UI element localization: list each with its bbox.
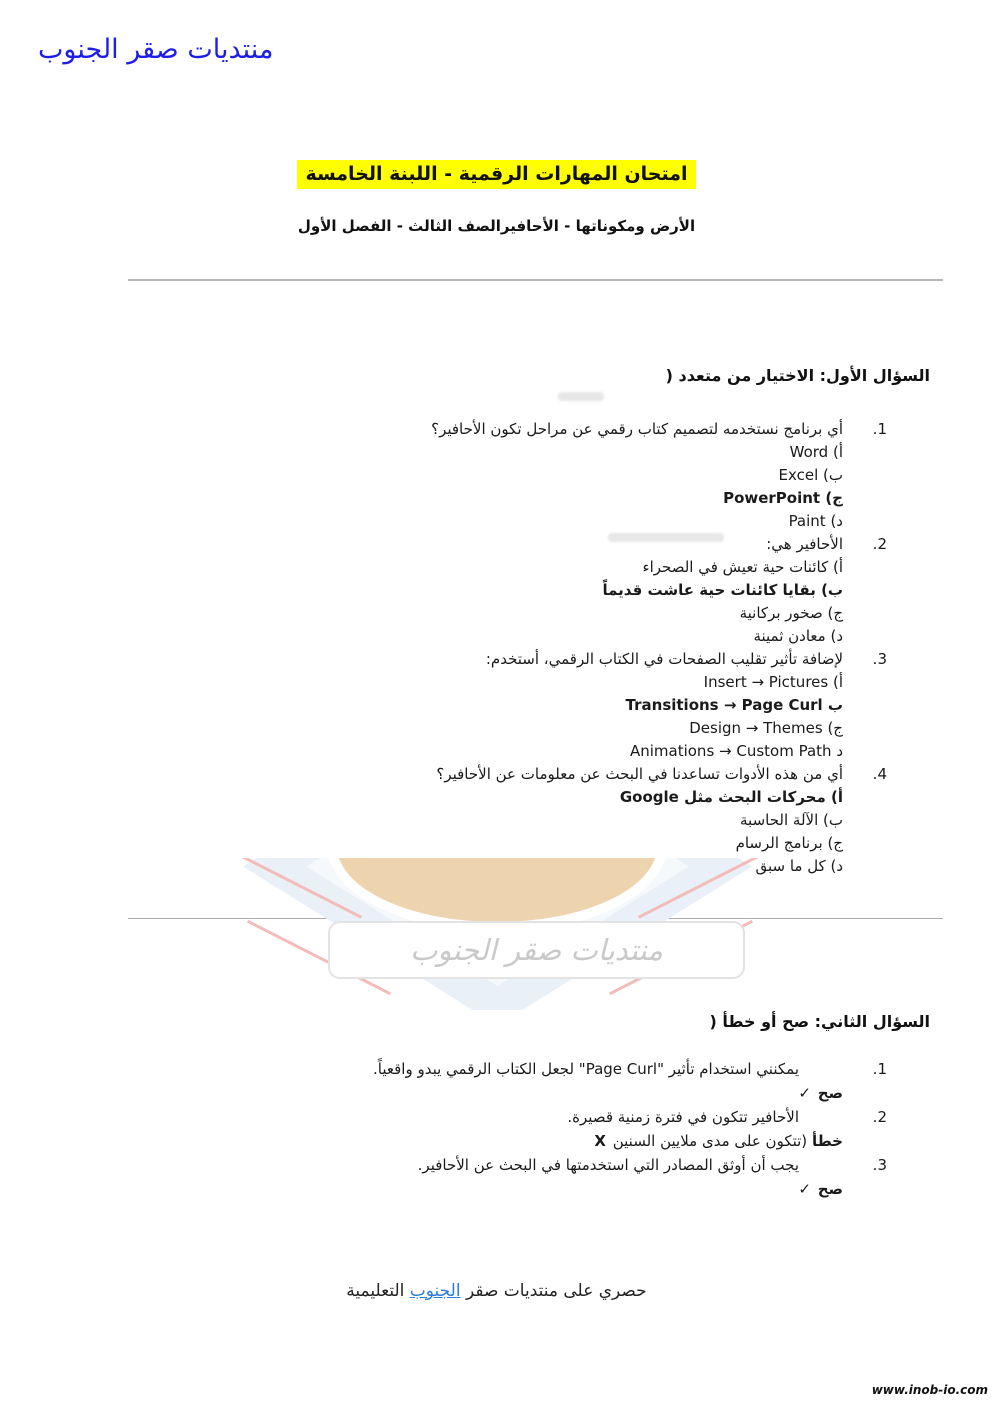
q4-option-d: د) كل ما سبق bbox=[755, 857, 843, 875]
section-true-false bbox=[50, 1012, 930, 1201]
q1-option-b: ب) Excel bbox=[778, 466, 843, 484]
statement-1-text: يمكنني استخدام تأثير "Page Curl" لجعل الكتاب الرقمي يبدو واقعياً. bbox=[373, 1060, 799, 1078]
statement-2-number: 2. bbox=[872, 1108, 887, 1126]
statement-2 bbox=[50, 1105, 930, 1153]
q2-option-a: أ) كائنات حية تعيش في الصحراء bbox=[642, 558, 843, 576]
question-2 bbox=[50, 533, 930, 648]
forum-logo-watermark bbox=[235, 858, 765, 1010]
q4-option-b: ب) الآلة الحاسبة bbox=[740, 811, 843, 829]
q2-option-d: د) معادن ثمينة bbox=[753, 627, 843, 645]
question-3-number: 3. bbox=[872, 650, 887, 668]
question-1-text: أي برنامج نستخدمه لتصميم كتاب رقمي عن مراحل تكون الأحافير؟ bbox=[431, 420, 843, 438]
statement-1-answer bbox=[50, 1081, 843, 1105]
question-4-text: أي من هذه الأدوات تساعدنا في البحث عن معلومات عن الأحافير؟ bbox=[436, 765, 843, 783]
statement-2-answer bbox=[50, 1129, 843, 1153]
question-2-number: 2. bbox=[872, 535, 887, 553]
question-list bbox=[50, 418, 930, 878]
question-4 bbox=[50, 763, 930, 878]
answer-word: صح bbox=[817, 1180, 843, 1198]
section1-heading: السؤال الأول: الاختيار من متعدد ( bbox=[665, 366, 930, 385]
statement-3 bbox=[50, 1153, 930, 1201]
title-block bbox=[0, 160, 993, 189]
footer-prefix: حصري على منتديات صقر bbox=[460, 1281, 647, 1301]
question-4-number: 4. bbox=[872, 765, 887, 783]
watermark-text: منتديات صقر الجنوب bbox=[410, 933, 663, 967]
statement-3-text: يجب أن أوثق المصادر التي استخدمتها في البحث عن الأحافير. bbox=[417, 1156, 799, 1174]
q2-option-c: ج) صخور بركانية bbox=[739, 604, 843, 622]
statement-2-text: الأحافير تتكون في فترة زمنية قصيرة. bbox=[567, 1108, 799, 1126]
divider-top bbox=[128, 279, 943, 281]
q3-option-a: أ) Insert → Pictures bbox=[703, 673, 843, 691]
page-title: امتحان المهارات الرقمية - اللبنة الخامسة bbox=[297, 160, 695, 189]
statement-list bbox=[50, 1057, 930, 1201]
q3-option-c: ج) Design → Themes bbox=[689, 719, 843, 737]
section2-heading: السؤال الثاني: صح أو خطأ ( bbox=[709, 1012, 930, 1031]
question-2-text: الأحافير هي: bbox=[766, 535, 843, 553]
footer-forum-link[interactable]: الجنوب bbox=[409, 1281, 461, 1301]
question-1 bbox=[50, 418, 930, 533]
q1-option-d: د) Paint bbox=[788, 512, 843, 530]
q3-option-d: د Animations → Custom Path bbox=[629, 742, 843, 760]
site-header: منتديات صقر الجنوب bbox=[38, 34, 274, 65]
statement-3-number: 3. bbox=[872, 1156, 887, 1174]
answer-word: خطأ bbox=[811, 1132, 843, 1150]
check-mark-icon: ✓ bbox=[798, 1180, 811, 1198]
q4-option-a: أ) محركات البحث مثل Google bbox=[619, 788, 843, 806]
question-3-text: لإضافة تأثير تقليب الصفحات في الكتاب الرقمي، أستخدم: bbox=[485, 650, 843, 668]
q1-option-a: أ) Word bbox=[789, 443, 843, 461]
watermark-name-plate bbox=[328, 921, 745, 979]
footer-suffix: التعليمية bbox=[346, 1281, 410, 1301]
answer-word: صح bbox=[817, 1084, 843, 1102]
q3-option-b: ب Transitions → Page Curl bbox=[625, 696, 843, 714]
q2-option-b: ب) بقايا كائنات حية عاشت قديماً bbox=[602, 581, 843, 599]
page-subtitle: الأرض ومكوناتها - الأحافيرالصف الثالث - الفصل الأول bbox=[297, 217, 696, 235]
question-1-number: 1. bbox=[872, 420, 887, 438]
footer-exclusive-line bbox=[0, 1281, 993, 1301]
url-watermark: www.inob-io.com bbox=[871, 1383, 988, 1397]
statement-1-number: 1. bbox=[872, 1060, 887, 1078]
cross-mark-icon: X bbox=[594, 1132, 606, 1150]
question-3 bbox=[50, 648, 930, 763]
statement-3-answer bbox=[50, 1177, 843, 1201]
q1-option-c: ج) PowerPoint bbox=[723, 489, 843, 507]
check-mark-icon: ✓ bbox=[798, 1084, 811, 1102]
q4-option-c: ج) برنامج الرسام bbox=[735, 834, 843, 852]
section-multiple-choice bbox=[50, 366, 930, 878]
statement-1 bbox=[50, 1057, 930, 1105]
answer-extra: (تتكون على مدى ملايين السنين bbox=[612, 1132, 808, 1150]
